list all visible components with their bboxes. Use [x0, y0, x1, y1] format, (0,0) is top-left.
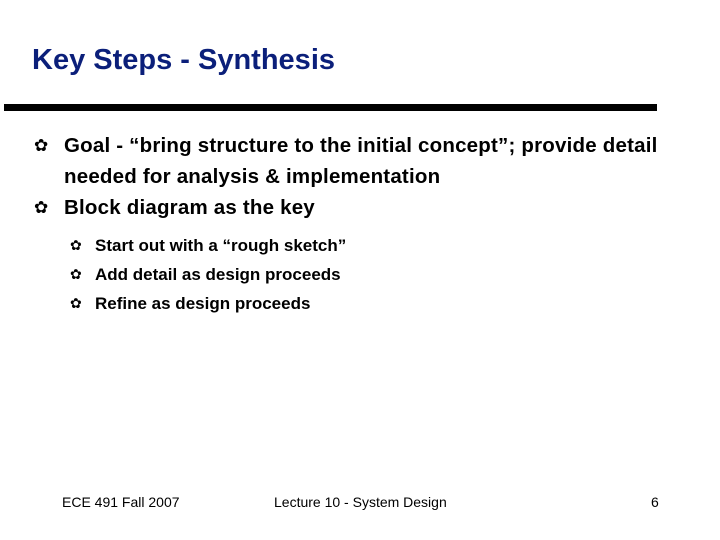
bullet-icon: ✿	[70, 237, 82, 253]
bullet-item	[34, 130, 694, 192]
title-divider	[4, 104, 657, 111]
bullet-item	[34, 192, 694, 223]
sub-bullet-list	[34, 231, 694, 318]
sub-bullet-item	[67, 289, 694, 318]
bullet-icon: ✿	[70, 266, 82, 282]
bullet-text: Goal - “bring structure to the initial concept”; provide detail needed for analysis & implementation	[64, 134, 658, 188]
bullet-icon: ✿	[34, 136, 49, 155]
footer-page-number: 6	[651, 494, 659, 510]
slide-title: Key Steps - Synthesis	[32, 44, 335, 76]
bullet-text: Block diagram as the key	[64, 196, 315, 219]
footer-lecture: Lecture 10 - System Design	[274, 494, 447, 510]
sub-bullet-item	[67, 231, 694, 260]
sub-bullet-text: Start out with a “rough sketch”	[95, 236, 347, 255]
bullet-icon: ✿	[70, 295, 82, 311]
bullet-list	[34, 130, 694, 318]
sub-bullet-text: Refine as design proceeds	[95, 294, 311, 313]
sub-bullet-text: Add detail as design proceeds	[95, 265, 341, 284]
bullet-icon: ✿	[34, 198, 49, 217]
footer-course: ECE 491 Fall 2007	[62, 494, 180, 510]
sub-bullet-item	[67, 260, 694, 289]
